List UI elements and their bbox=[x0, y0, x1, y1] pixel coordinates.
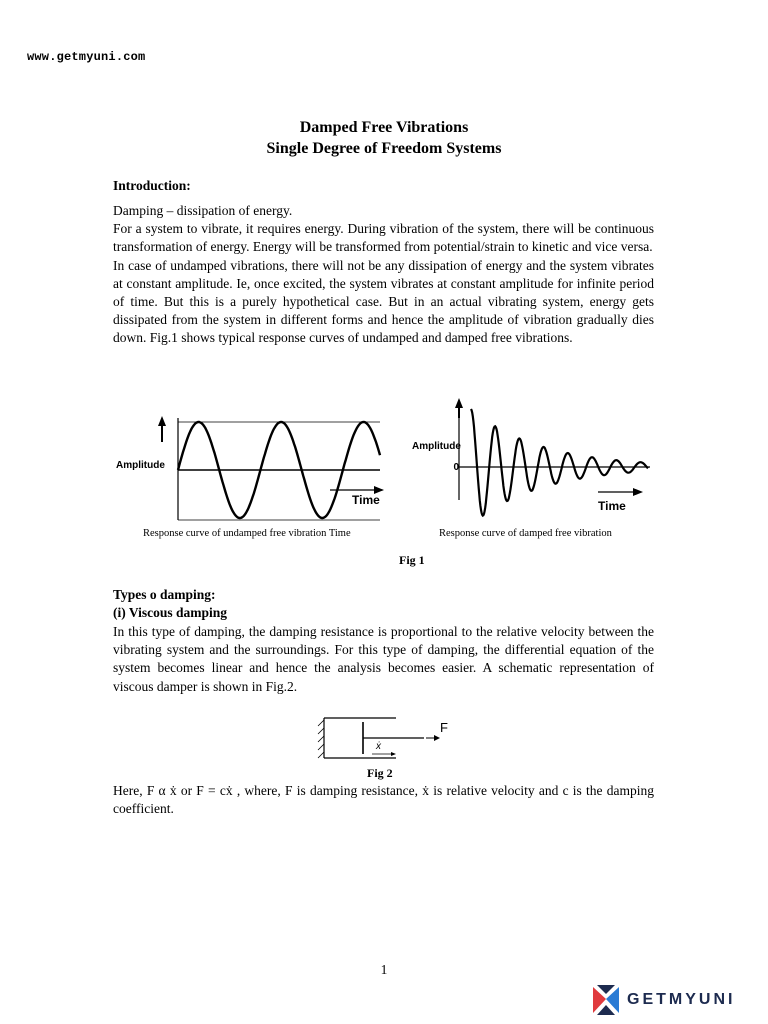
document-title: Damped Free Vibrations bbox=[299, 119, 469, 136]
time-arrowhead-icon bbox=[633, 488, 643, 496]
undamped-caption: Response curve of undamped free vibration Time bbox=[143, 528, 351, 539]
document-subtitle: Single Degree of Freedom Systems bbox=[266, 140, 502, 157]
logo-text: GETMYUNI bbox=[627, 991, 736, 1008]
intro-body bbox=[113, 202, 654, 348]
intro-heading: Introduction: bbox=[113, 178, 191, 193]
up-arrowhead-icon bbox=[158, 416, 166, 426]
force-arrowhead-icon bbox=[434, 735, 440, 741]
right-ylabel: Amplitude bbox=[412, 441, 461, 452]
types-heading: Types o damping: bbox=[113, 587, 216, 602]
getmyuni-logo[interactable] bbox=[593, 985, 735, 1015]
getmyuni-logo-icon bbox=[593, 985, 619, 1015]
viscous-subheading: (i) Viscous damping bbox=[113, 605, 228, 620]
force-label: F bbox=[440, 720, 448, 735]
intro-line-3: In case of undamped vibrations, there will not be any dissipation of energy and the system vibrates at constant amplitude. Ie, once excited, the system vibrates at constant amplitude for infinite period of time. But this is a purely hypothetical case. But in an actual vibrating system, energy gets dissipated from the system in different forms and hence the amplitude of vibration gradually dies down. Fig.1 shows typical response curves of undamped and damped free vibrations. bbox=[113, 257, 654, 346]
zero-tick-label: 0 bbox=[453, 462, 459, 473]
fig1-label: Fig 1 bbox=[399, 553, 425, 567]
viscous-body: In this type of damping, the damping resistance is proportional to the relative velocity between the vibrating system and the surroundings. For this type of damping, the differential equation of the system becomes linear and hence the analysis becomes easier. A schematic representation of viscous damper is shown in Fig.2. bbox=[113, 624, 654, 694]
wall-hatch bbox=[318, 720, 324, 758]
right-xlabel: Time bbox=[598, 499, 626, 513]
damped-response-plot bbox=[408, 394, 658, 522]
velocity-label: ẋ bbox=[376, 741, 381, 752]
damped-caption: Response curve of damped free vibration bbox=[439, 528, 612, 539]
page-number: 1 bbox=[380, 962, 388, 977]
intro-line-1: Damping – dissipation of energy. bbox=[113, 203, 293, 218]
up-arrowhead-icon bbox=[455, 398, 463, 408]
fig2-label: Fig 2 bbox=[367, 766, 393, 780]
here-body: Here, F α ẋ or F = cẋ , where, F is damping resistance, ẋ is relative velocity and c is the damping coefficient. bbox=[113, 783, 654, 817]
undamped-response-plot bbox=[112, 396, 392, 526]
site-url[interactable]: www.getmyuni.com bbox=[27, 50, 146, 64]
left-ylabel: Amplitude bbox=[116, 460, 165, 471]
intro-line-2: For a system to vibrate, it requires energy. During vibration of the system, there will be continuous transformation of energy. Energy will be transformed from potential/strain to kinetic and vice versa. bbox=[113, 221, 654, 255]
left-xlabel: Time bbox=[352, 493, 380, 507]
velocity-arrowhead-icon bbox=[391, 752, 396, 756]
viscous-damper-schematic bbox=[316, 714, 456, 766]
